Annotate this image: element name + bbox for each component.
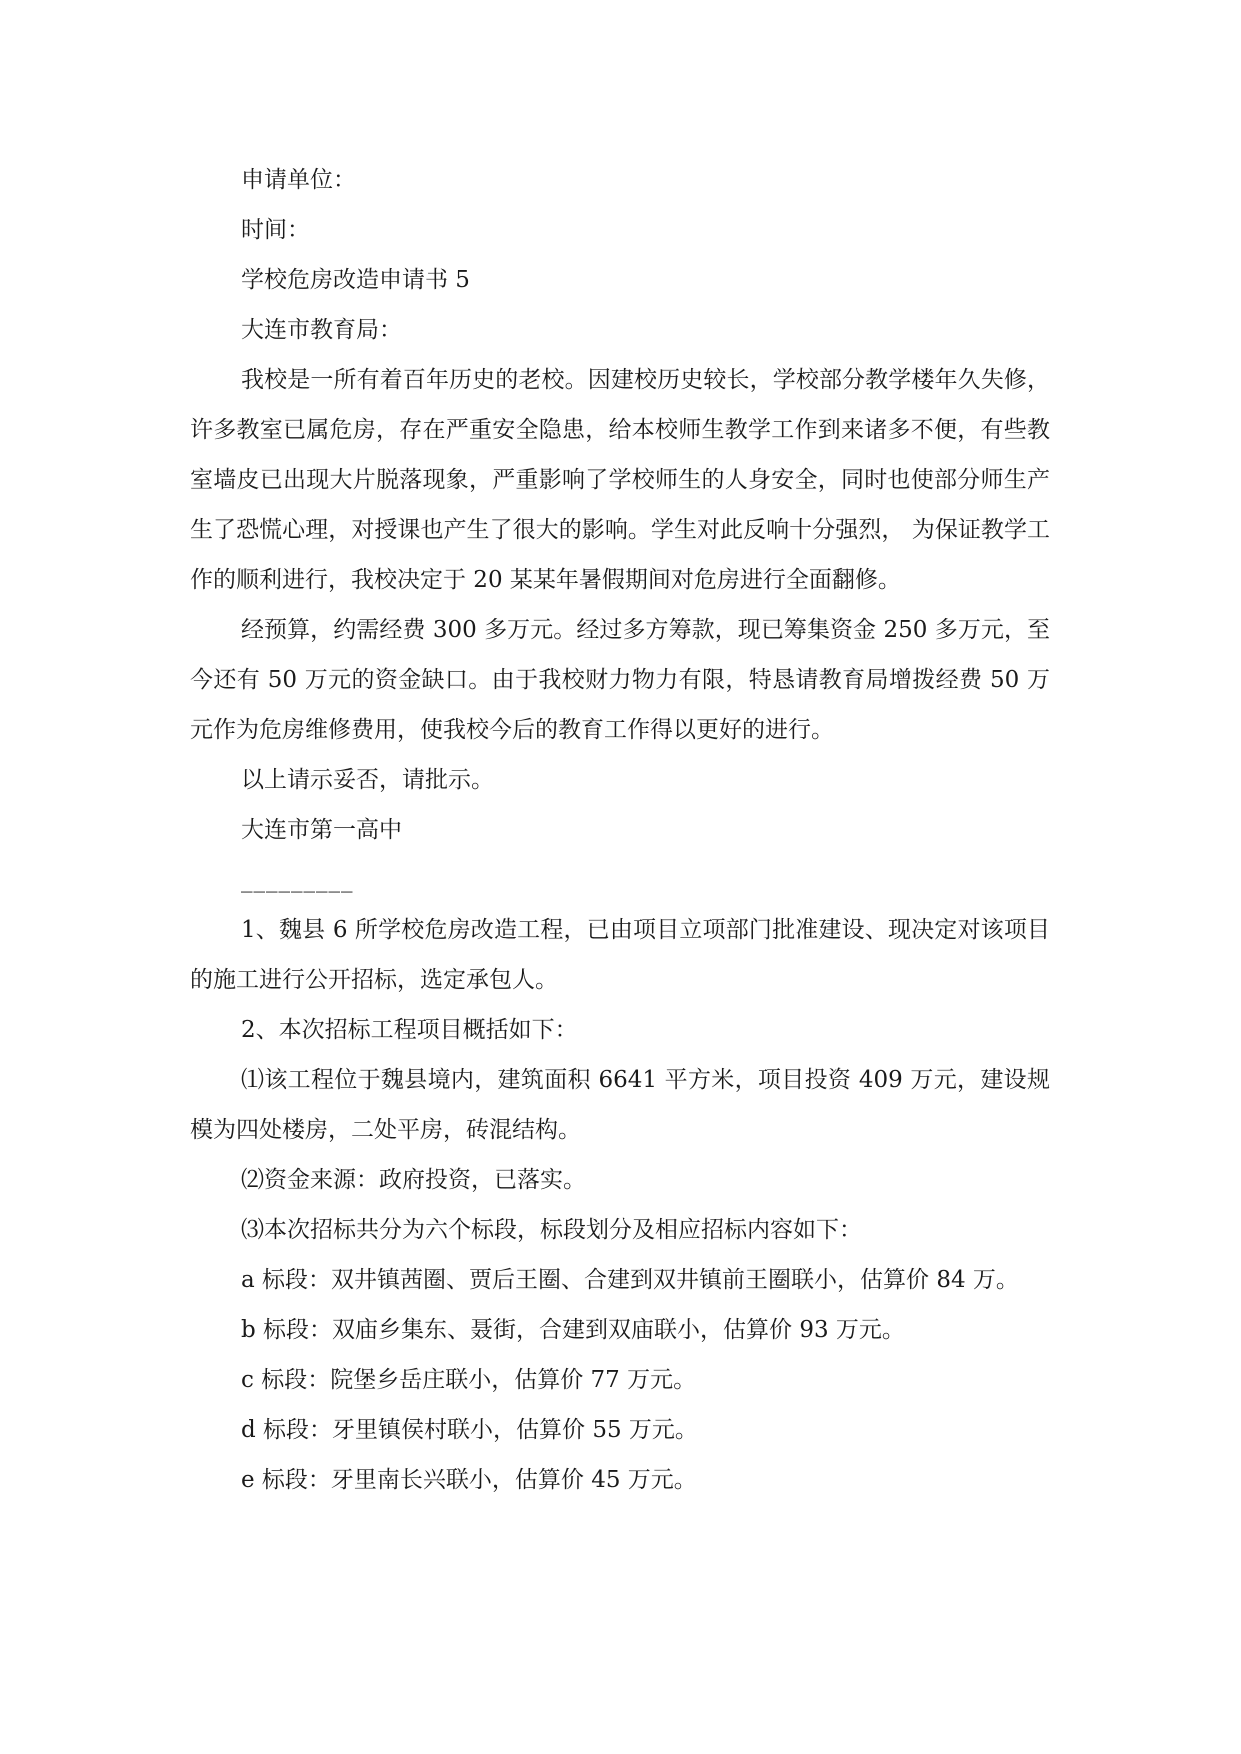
section-d: d 标段：牙里镇侯村联小，估算价 55 万元。 (241, 1417, 698, 1443)
sub-item-3: ⑶本次招标共分为六个标段，标段划分及相应招标内容如下： (241, 1217, 862, 1243)
body-paragraph-1: 我校是一所有着百年历史的老校。因建校历史较长，学校部分教学楼年久失修，许多教室已属危房，存在严重安全隐患，给本校师生教学工作到来诸多不便，有些教室墙皮已出现大片脱落现象，严重影响了学校师生的人身安全，同时也使部分师生产生了恐慌心理，对授课也产生了很大的影响。学生对此反响十分强烈， 为保证教学工作的顺利进行，我校决定于 20 某某年暑假期间对危房进行全面翻修。 (190, 367, 1050, 593)
sub-item-1: ⑴该工程位于魏县境内，建筑面积 6641 平方米，项目投资 409 万元，建设规模为四处楼房，二处平房，砖混结构。 (190, 1067, 1050, 1143)
closing-line: 以上请示妥否，请批示。 (241, 767, 494, 793)
section-a: a 标段：双井镇茜圈、贾后王圈、合建到双井镇前王圈联小，估算价 84 万。 (241, 1267, 1019, 1293)
item-2: 2、本次招标工程项目概括如下： (241, 1017, 578, 1043)
body-paragraph-2: 经预算，约需经费 300 多万元。经过多方筹款，现已筹集资金 250 多万元，至今还有 50 万元的资金缺口。由于我校财力物力有限，特恳请教育局增拨经费 50 万元作为危房维修费用，使我校今后的教育工作得以更好的进行。 (190, 617, 1050, 743)
document-page (190, 155, 1050, 1505)
signature: 大连市第一高中 (241, 817, 402, 843)
separator-line: _________ (241, 867, 354, 893)
item-1: 1、魏县 6 所学校危房改造工程，已由项目立项部门批准建设、现决定对该项目的施工进行公开招标，选定承包人。 (190, 917, 1050, 993)
section-e: e 标段：牙里南长兴联小，估算价 45 万元。 (241, 1467, 697, 1493)
addressee: 大连市教育局： (241, 317, 402, 343)
sub-item-2: ⑵资金来源：政府投资，已落实。 (241, 1167, 586, 1193)
section-b: b 标段：双庙乡集东、聂街，合建到双庙联小，估算价 93 万元。 (241, 1317, 905, 1343)
apply-unit-line: 申请单位： (241, 167, 356, 193)
time-line: 时间： (241, 217, 310, 243)
section-c: c 标段：院堡乡岳庄联小，估算价 77 万元。 (241, 1367, 697, 1393)
section-title: 学校危房改造申请书 5 (241, 267, 470, 293)
